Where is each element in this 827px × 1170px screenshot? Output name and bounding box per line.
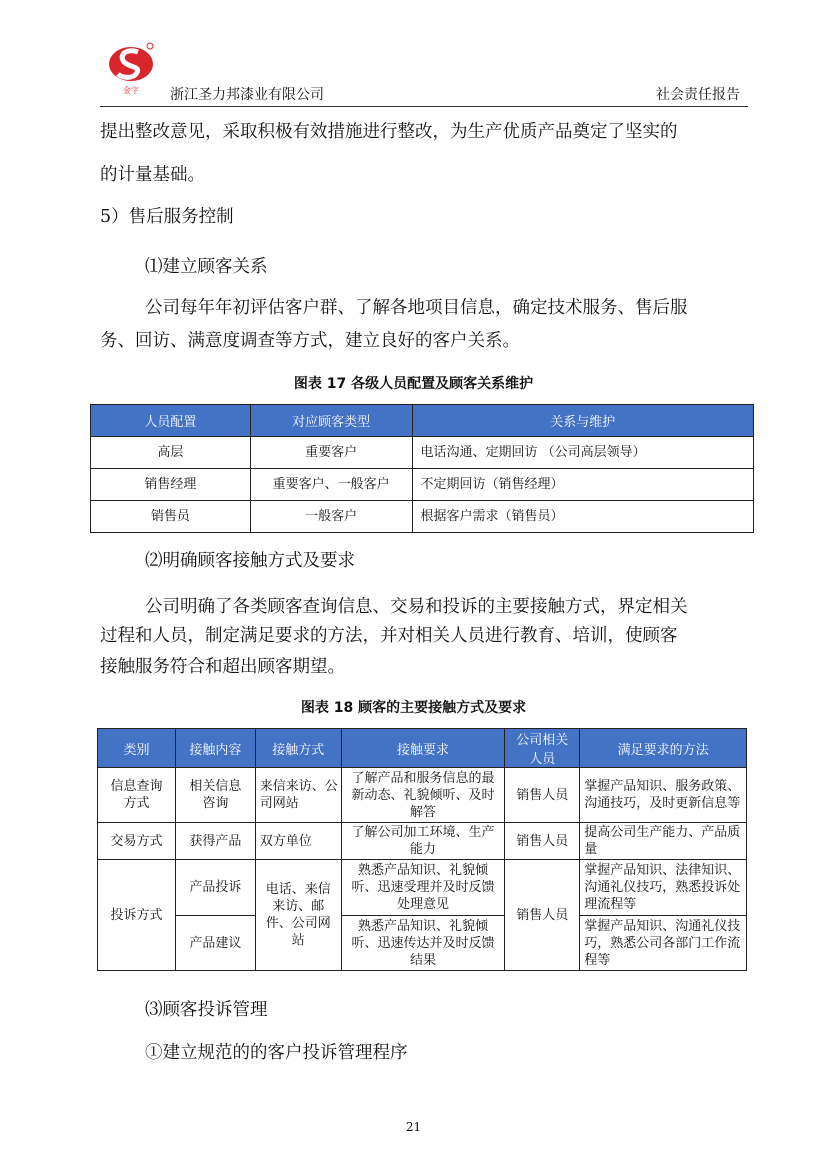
subsection-heading: ⑶顾客投诉管理	[145, 1000, 268, 1020]
table-row	[91, 437, 754, 469]
table-cell: 信息查询方式	[98, 768, 176, 823]
table-cell: 了解公司加工环境、生产能力	[341, 823, 505, 860]
subsection-heading: ⑵明确顾客接触方式及要求	[145, 551, 355, 571]
table-header: 公司相关人员	[505, 729, 580, 768]
table-cell: 高层	[91, 437, 251, 469]
svg-text:金字: 金字	[123, 86, 139, 95]
table-cell: 电话、来信来访、邮件、公司网站	[255, 860, 341, 971]
table-row	[98, 768, 747, 823]
table-cell: 销售人员	[505, 823, 580, 860]
table-cell: 根据客户需求（销售员）	[412, 501, 753, 533]
body-text-line: 务、回访、满意度调查等方式，建立良好的客户关系。	[100, 331, 520, 351]
body-text-line: 公司明确了各类顾客查询信息、交易和投诉的主要接触方式，界定相关	[145, 597, 688, 617]
table-header: 接触要求	[341, 729, 505, 768]
table-cell: 掌握产品知识、法律知识、沟通礼仪技巧，熟悉投诉处理流程等	[580, 860, 747, 916]
table-cell: 提高公司生产能力、产品质量	[580, 823, 747, 860]
report-title: 社会责任报告	[656, 87, 740, 103]
table-cell: 掌握产品知识、服务政策、沟通技巧，及时更新信息等	[580, 768, 747, 823]
table-caption: 图表 18 顾客的主要接触方式及要求	[300, 700, 527, 716]
table-cell: 一般客户	[250, 501, 412, 533]
table-header: 满足要求的方法	[580, 729, 747, 768]
staff-relationship-table	[90, 404, 754, 533]
header-divider	[100, 106, 748, 107]
contact-methods-table	[97, 728, 747, 971]
table-row	[91, 469, 754, 501]
table-cell: 熟悉产品知识、礼貌倾听、迅速受理并及时反馈处理意见	[341, 860, 505, 916]
table-header: 接触方式	[255, 729, 341, 768]
body-text-line: 公司每年年初评估客户群、了解各地项目信息，确定技术服务、售后服	[145, 298, 688, 318]
table-cell: 重要客户、一般客户	[250, 469, 412, 501]
table-cell: 获得产品	[175, 823, 255, 860]
subsection-heading: ⑴建立顾客关系	[145, 257, 268, 277]
table-cell: 销售经理	[91, 469, 251, 501]
body-text-line: 提出整改意见，采取积极有效措施进行整改，为生产优质产品奠定了坚实的	[100, 122, 678, 142]
table-cell: 双方单位	[255, 823, 341, 860]
table-cell: 产品投诉	[175, 860, 255, 916]
table-cell: 掌握产品知识、沟通礼仪技巧，熟悉公司各部门工作流程等	[580, 916, 747, 971]
table-caption: 图表 17 各级人员配置及顾客关系维护	[293, 376, 534, 392]
subsection-heading: ①建立规范的的客户投诉管理程序	[145, 1043, 408, 1063]
body-text-line: 过程和人员，制定满足要求的方法，并对相关人员进行教育、培训，使顾客	[100, 626, 678, 646]
table-header: 人员配置	[91, 405, 251, 437]
table-header: 对应顾客类型	[250, 405, 412, 437]
table-cell: 了解产品和服务信息的最新动态、礼貌倾听、及时解答	[341, 768, 505, 823]
page-header	[100, 40, 748, 106]
table-row	[98, 860, 747, 916]
table-cell: 不定期回访（销售经理）	[412, 469, 753, 501]
table-cell: 交易方式	[98, 823, 176, 860]
table-header: 类别	[98, 729, 176, 768]
table-cell: 相关信息咨询	[175, 768, 255, 823]
table-cell: 熟悉产品知识、礼貌倾听、迅速传达并及时反馈结果	[341, 916, 505, 971]
table-cell: 销售人员	[505, 768, 580, 823]
table-cell: 产品建议	[175, 916, 255, 971]
company-name: 浙江圣力邦漆业有限公司	[170, 87, 324, 103]
table-row	[98, 823, 747, 860]
table-cell: 重要客户	[250, 437, 412, 469]
section-heading: 5）售后服务控制	[100, 207, 234, 227]
table-header: 关系与维护	[412, 405, 753, 437]
table-row	[98, 916, 747, 971]
table-cell: 来信来访、公司网站	[255, 768, 341, 823]
table-cell: 电话沟通、定期回访 （公司高层领导）	[412, 437, 753, 469]
table-cell: 销售员	[91, 501, 251, 533]
table-cell: 销售人员	[505, 860, 580, 971]
body-text-line: 接触服务符合和超出顾客期望。	[100, 657, 345, 677]
company-logo-icon	[106, 40, 156, 96]
page-number: 21	[405, 1120, 422, 1134]
table-row	[91, 501, 754, 533]
table-cell: 投诉方式	[98, 860, 176, 971]
body-text-line: 的计量基础。	[100, 165, 205, 185]
table-header: 接触内容	[175, 729, 255, 768]
